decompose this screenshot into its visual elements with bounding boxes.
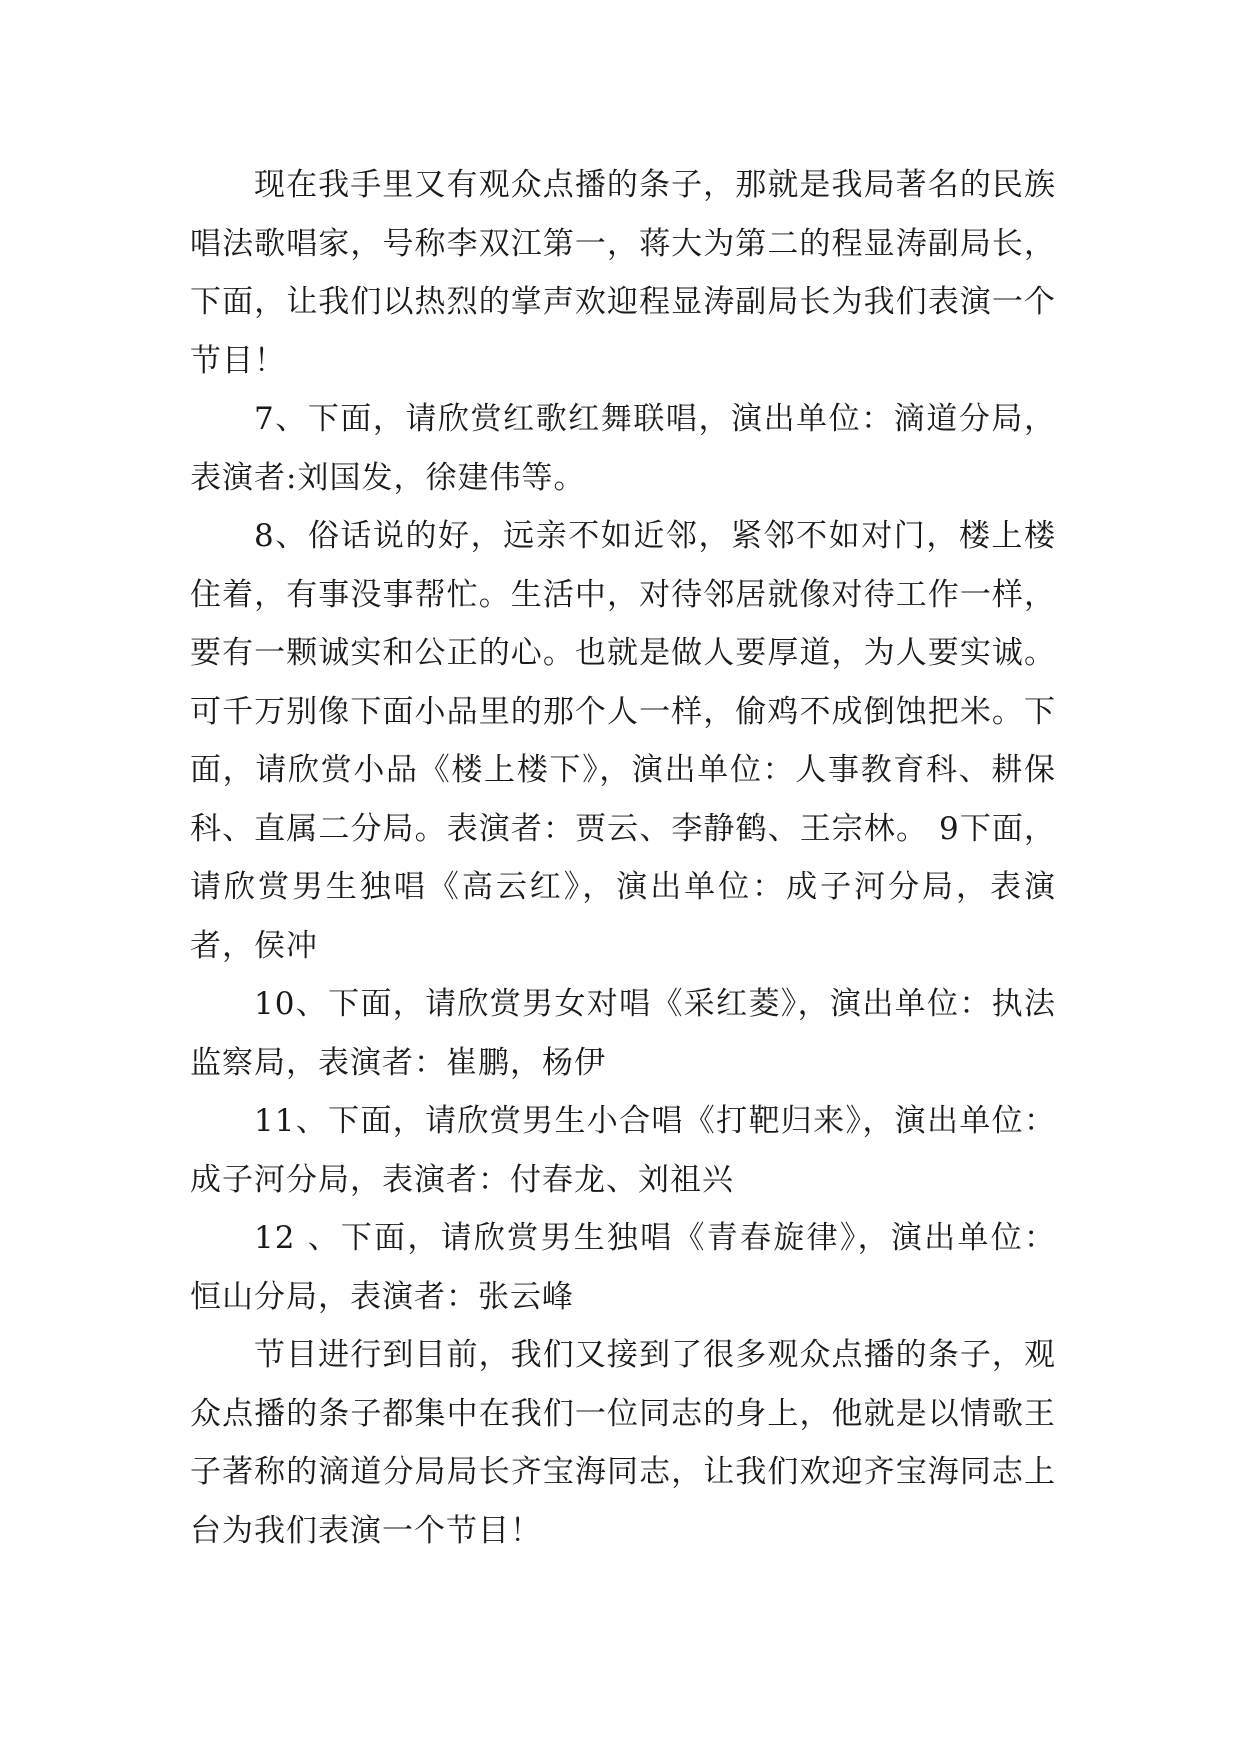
paragraph-item-8-9: 8、俗话说的好，远亲不如近邻，紧邻不如对门，楼上楼住着，有事没事帮忙。生活中，对待邻居就像对待工作一样，要有一颗诚实和公正的心。也就是做人要厚道，为人要实诚。可千万别像下面小品里的那个人一样，偷鸡不成倒蚀把米。下面，请欣赏小品《楼上楼下》，演出单位：人事教育科、耕保科、直属二分局。表演者：贾云、李静鹤、王宗林。 9下面，请欣赏男生独唱《高云红》，演出单位：成子河分局，表演者，侯冲 xyxy=(190,518,1056,964)
paragraph-item-11: 11、下面，请欣赏男生小合唱《打靶归来》，演出单位：成子河分局，表演者：付春龙、刘祖兴 xyxy=(190,1103,1056,1198)
paragraph-item-10: 10、下面，请欣赏男女对唱《采红菱》，演出单位：执法监察局，表演者：崔鹏，杨伊 xyxy=(190,986,1056,1081)
paragraph-intro-cheng: 现在我手里又有观众点播的条子，那就是我局著名的民族唱法歌唱家，号称李双江第一，蒋大为第二的程显涛副局长，下面，让我们以热烈的掌声欢迎程显涛副局长为我们表演一个节目！ xyxy=(190,167,1056,379)
paragraph-item-12: 12 、下面，请欣赏男生独唱《青春旋律》，演出单位：恒山分局，表演者：张云峰 xyxy=(190,1220,1056,1315)
paragraph-item-7: 7、下面，请欣赏红歌红舞联唱，演出单位：滴道分局，表演者:刘国发，徐建伟等。 xyxy=(190,401,1056,496)
document-body xyxy=(190,156,1056,1560)
paragraph-intro-qi: 节目进行到目前，我们又接到了很多观众点播的条子，观众点播的条子都集中在我们一位同志的身上，他就是以情歌王子著称的滴道分局局长齐宝海同志，让我们欢迎齐宝海同志上台为我们表演一个节目！ xyxy=(190,1337,1056,1549)
